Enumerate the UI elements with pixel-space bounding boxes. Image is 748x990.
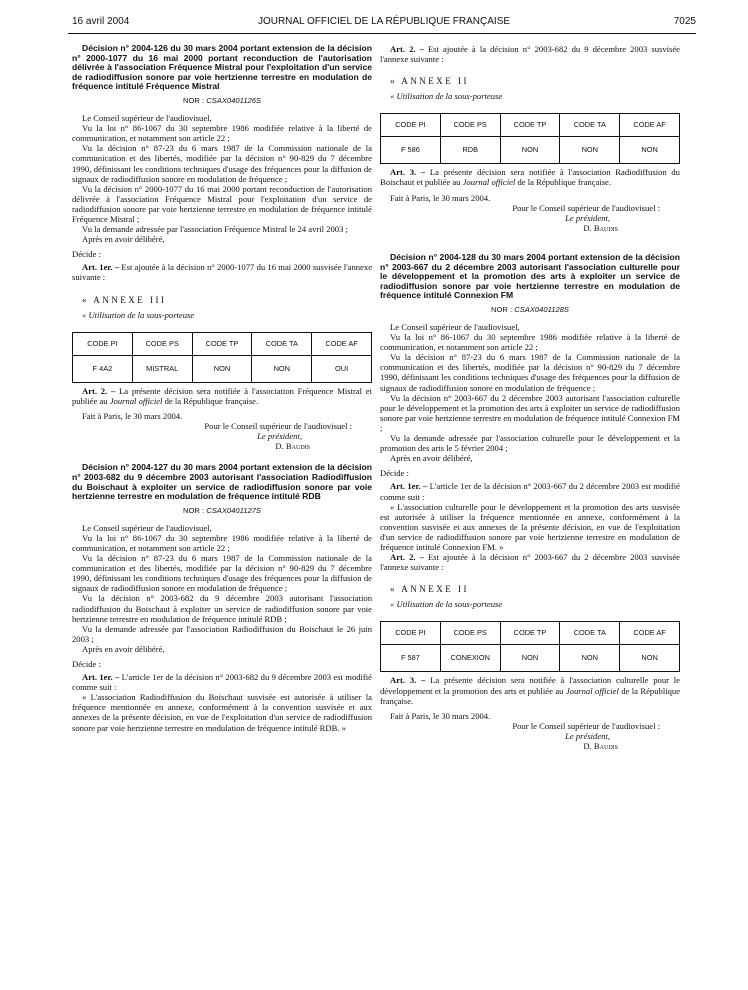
article-quote: « L'association Radiodiffusion du Boischaut susvisée est autorisée à utiliser la fréquence mentionnée en annexe, conformément à la convention susvisée et aux annexes de la présente décision, en vue de l'exploitation d'un service de radiodiffusion sonore par voie hertzienne terrestre en modulation de fréquence intitulé RDB. » (72, 692, 372, 733)
paragraph: Vu la décision n° 2000-1077 du 16 mai 2000 portant reconduction de l'autorisation délivrée à l'association Fréquence Mistral pour l'exploitation d'un service de radiodiffusion sonore par voie hertzienne terrestre en modulation de fréquence intitulé Fréquence Mistral ; (72, 183, 372, 224)
article-1 (72, 262, 372, 282)
annexe-subheading: « Utilisation de la sous-porteuse (390, 91, 503, 102)
paragraph: Le Conseil supérieur de l'audiovisuel, (82, 113, 212, 124)
table-cell: NON (500, 645, 560, 672)
table-header-row (73, 332, 372, 355)
table-cell: F 4A2 (73, 355, 133, 382)
header-journal-title: JOURNAL OFFICIEL DE LA RÉPUBLIQUE FRANÇAISE (257, 16, 511, 27)
decide-line: Décide : (72, 659, 101, 669)
article-text: La présente décision sera notifiée à l'association Radiodiffusion du Boischaut et publiée au (380, 167, 680, 188)
article-quote: « L'association culturelle pour le développement et la promotion des arts susvisée est autorisée à utiliser la fréquence mentionnée en annexe, conformément à la convention susvisée et aux annexes de la présente décision, en vue de l'exploitation d'un service de radiodiffusion sonore par voie hertzienne terrestre en modulation de fréquence intitulé Connexion FM. » (380, 501, 680, 552)
decision-2004-127 (72, 463, 372, 732)
table-cell: F 587 (381, 645, 441, 672)
fait-line: Fait à Paris, le 30 mars 2004. (390, 192, 491, 203)
table-header-cell: CODE AF (620, 114, 680, 137)
nor-reference (72, 506, 372, 516)
table-header-cell: CODE PS (132, 332, 192, 355)
article-1 (72, 672, 372, 692)
nor-reference (380, 305, 680, 315)
table-header-row (381, 622, 680, 645)
paragraph: Vu la décision n° 87-23 du 6 mars 1987 de la Commission nationale de la communication et des libertés, modifiée par la décision n° 90-829 du 7 décembre 1990, définissant les conditions techniques d'usage des fréquences pour la diffusion de signaux de radiodiffusion sonore en modulation de fréquence ; (72, 553, 372, 594)
decide-line: Décide : (380, 468, 409, 479)
signature-pour: Pour le Conseil supérieur de l'audiovisuel : (204, 421, 352, 432)
signature-name: D. Baudis (583, 222, 618, 233)
paragraph: Vu la loi n° 86-1067 du 30 septembre 1986 modifiée relative à la liberté de communication, et notamment son article 22 ; (72, 123, 372, 144)
subcarrier-table (380, 621, 680, 672)
table-cell: CONEXION (440, 645, 500, 672)
paragraph: Vu la décision n° 87-23 du 6 mars 1987 de la Commission nationale de la communication et des libertés, modifiée par la décision n° 90-829 du 7 décembre 1990, définissant les conditions techniques d'usage des fréquences pour la diffusion de signaux de radiodiffusion sonore en modulation de fréquence ; (380, 352, 680, 393)
decision-title: Décision n° 2004-126 du 30 mars 2004 portant extension de la décision n° 2000-1077 du 16 mai 2000 portant reconduction de l'autorisation délivrée à l'association Fréquence Mistral pour l'exploitation d'un service de radiodiffusion sonore par voie hertzienne terrestre en modulation de fréquence intitulé Fréquence Mistral (72, 43, 372, 92)
table-row (381, 137, 680, 164)
paragraph: Vu la décision n° 2003-667 du 2 décembre 2003 autorisant l'association culturelle pour le développement et la promotion des arts à exploiter un service de radiodiffusion sonore par voie hertzienne terrestre en modulation de fréquence intitulé Connexion FM ; (380, 392, 680, 433)
table-cell: NON (560, 137, 620, 164)
table-header-cell: CODE PI (381, 114, 441, 137)
paragraph: Vu la décision n° 87-23 du 6 mars 1987 de la Commission nationale de la communication et des libertés, modifiée par la décision n° 90-829 du 7 décembre 1990, définissant les conditions techniques d'usage des fréquences pour la diffusion de signaux de radiodiffusion sonore en modulation de fréquence ; (72, 143, 372, 184)
left-column (72, 44, 372, 733)
nor-label: NOR : (491, 304, 513, 314)
right-column (380, 44, 680, 751)
signature-block (380, 203, 680, 233)
table-cell: RDB (440, 137, 500, 164)
table-cell: OUI (312, 355, 372, 382)
table-header-cell: CODE AF (312, 332, 372, 355)
fait-line: Fait à Paris, le 30 mars 2004. (82, 410, 183, 421)
article-text: de la République française. (380, 685, 681, 706)
nor-reference (72, 96, 372, 106)
article-label: Art. 1er. – (390, 481, 428, 492)
article-text: Est ajoutée à la décision n° 2003-667 du 2 décembre 2003 susvisée l'annexe suivante : (380, 552, 681, 573)
signature-block (380, 721, 680, 751)
table-cell: NON (560, 645, 620, 672)
signature-pour: Pour le Conseil supérieur de l'audiovisuel : (512, 202, 660, 213)
annexe-heading: « ANNEXE II (390, 76, 469, 87)
table-header-cell: CODE TP (500, 114, 560, 137)
table-header-cell: CODE TA (252, 332, 312, 355)
nor-code: CSAX0401127S (206, 505, 261, 515)
table-header-cell: CODE TP (192, 332, 252, 355)
paragraph: Le Conseil supérieur de l'audiovisuel, (82, 522, 212, 533)
signature-block (72, 421, 372, 451)
table-cell: NON (500, 137, 560, 164)
paragraph: Vu la loi n° 86-1067 du 30 septembre 1986 modifiée relative à la liberté de communication, et notamment son article 22 ; (380, 332, 680, 353)
decision-2004-128 (380, 253, 680, 751)
article-2 (380, 44, 680, 64)
article-2 (72, 386, 372, 406)
table-cell: NON (252, 355, 312, 382)
article-3 (380, 675, 680, 705)
signature-name: D. Baudis (583, 741, 618, 751)
table-header-cell: CODE TA (560, 114, 620, 137)
article-text: La présente décision sera notifiée à l'association Fréquence Mistral et publiée au (72, 385, 372, 406)
article-label: Art. 2. – (390, 552, 424, 563)
signature-pour: Pour le Conseil supérieur de l'audiovisuel : (512, 720, 660, 731)
subcarrier-table (380, 113, 680, 164)
decision-title: Décision n° 2004-128 du 30 mars 2004 portant extension de la décision n° 2003-667 du 2 décembre 2003 autorisant l'association culturelle pour le développement et la promotion des arts à exploiter un service de radiodiffusion sonore par voie hertzienne terrestre en modulation de fréquence intitulé Connexion FM (380, 251, 680, 301)
header-page-number: 7025 (673, 16, 696, 27)
table-header-cell: CODE PS (440, 622, 500, 645)
table-header-cell: CODE AF (620, 622, 680, 645)
decision-2004-127-continued (380, 44, 680, 233)
signature-name: D. Baudis (275, 441, 310, 452)
paragraph: Vu la demande adressée par l'association culturelle pour le développement et la promotion des arts le 5 février 2004 ; (380, 433, 680, 454)
nor-code: CSAX0401126S (206, 95, 261, 105)
decision-title: Décision n° 2004-127 du 30 mars 2004 portant extension de la décision n° 2003-682 du 9 décembre 2003 autorisant l'association Radiodiffusion du Boischaut à exploiter un service de radiodiffusion sonore par voie hertzienne terrestre en modulation de fréquence intitulé RDB (72, 462, 372, 502)
table-cell: NON (620, 137, 680, 164)
table-header-cell: CODE PS (440, 114, 500, 137)
decide-line: Décide : (72, 249, 101, 260)
article-label: Art. 2. – (390, 44, 424, 54)
annexe-subheading: « Utilisation de la sous-porteuse (82, 309, 195, 320)
paragraph: Vu la décision n° 2003-682 du 9 décembre 2003 autorisant l'association radiodiffusion du Boischaut à exploiter un service de radiodiffusion sonore par voie hertzienne terrestre en modulation de fréquence intitulé RDB ; (72, 593, 372, 624)
paragraph: Après en avoir délibéré, (82, 234, 165, 245)
table-cell: F 586 (381, 137, 441, 164)
paragraph: Après en avoir délibéré, (82, 643, 165, 654)
article-text: Est ajoutée à la décision n° 2000-1077 du 16 mai 2000 susvisée l'annexe suivante : (72, 262, 373, 283)
article-text: L'article 1er de la décision n° 2003-667 du 2 décembre 2003 est modifié comme suit : (380, 481, 680, 502)
subcarrier-table (72, 332, 372, 383)
nor-label: NOR : (183, 95, 205, 105)
signature-president: Le président, (257, 431, 302, 442)
article-label: Art. 1er. – (82, 262, 120, 273)
table-header-row (381, 114, 680, 137)
header-date: 16 avril 2004 (72, 16, 130, 27)
paragraph: Vu la demande adressée par l'association Radiodiffusion du Boischaut le 26 juin 2003 ; (72, 623, 372, 644)
annexe-heading: « ANNEXE III (82, 294, 167, 305)
article-text: de la République française. (515, 177, 612, 188)
article-label: Art. 2. – (82, 385, 116, 396)
paragraph: Après en avoir délibéré, (390, 453, 473, 464)
article-text: Est ajoutée à la décision n° 2003-682 du 9 décembre 2003 susvisée l'annexe suivante : (380, 44, 681, 65)
table-header-cell: CODE TP (500, 622, 560, 645)
article-label: Art. 3. – (390, 167, 426, 178)
annexe-subheading: « Utilisation de la sous-porteuse (390, 599, 503, 610)
paragraph: Vu la demande adressée par l'association Fréquence Mistral le 24 avril 2003 ; (82, 224, 348, 235)
nor-label: NOR : (183, 505, 205, 515)
signature-president: Le président, (565, 730, 610, 741)
journal-name: Journal officiel (565, 685, 619, 696)
article-text: de la République française. (162, 395, 259, 406)
nor-code: CSAX0401128S (514, 304, 569, 314)
signature-president: Le président, (565, 212, 610, 223)
table-cell: NON (620, 645, 680, 672)
table-cell: MISTRAL (132, 355, 192, 382)
article-1 (380, 481, 680, 501)
table-header-cell: CODE PI (73, 332, 133, 355)
table-row (381, 645, 680, 672)
article-text: La présente décision sera notifiée à l'association culturelle pour le développement et la promotion des arts et publiée au (380, 675, 680, 696)
page-header (72, 16, 696, 32)
fait-line: Fait à Paris, le 30 mars 2004. (390, 710, 491, 721)
paragraph: Vu la loi n° 86-1067 du 30 septembre 1986 modifiée relative à la liberté de communication, et notamment son article 22 ; (72, 532, 372, 553)
table-row (73, 355, 372, 382)
article-label: Art. 3. – (390, 675, 426, 686)
table-header-cell: CODE TA (560, 622, 620, 645)
journal-name: Journal officiel (462, 177, 516, 188)
article-text: L'article 1er de la décision n° 2003-682 du 9 décembre 2003 est modifié comme suit : (72, 672, 372, 693)
header-rule (68, 33, 696, 34)
table-header-cell: CODE PI (381, 622, 441, 645)
paragraph: Le Conseil supérieur de l'audiovisuel, (390, 322, 520, 332)
decision-2004-126 (72, 44, 372, 451)
article-3 (380, 167, 680, 187)
annexe-heading: « ANNEXE II (390, 584, 469, 595)
article-label: Art. 1er. – (82, 672, 120, 683)
table-cell: NON (192, 355, 252, 382)
journal-name: Journal officiel (109, 395, 163, 406)
article-2 (380, 552, 680, 572)
